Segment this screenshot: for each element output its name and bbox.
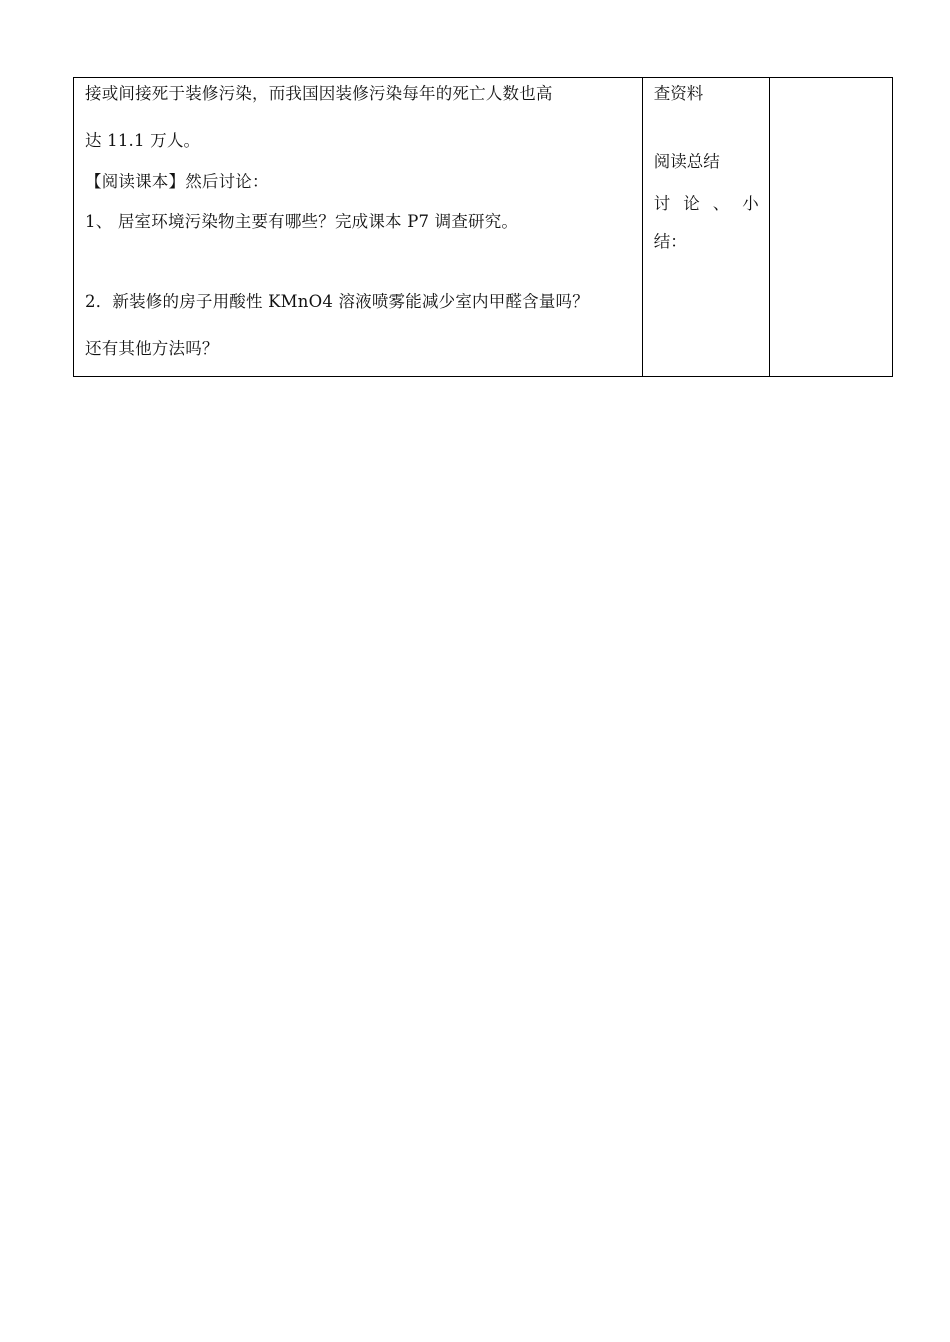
content-line-1: 接或间接死于装修污染，而我国因装修污染每年的死亡人数也高 [85, 84, 553, 103]
method-line-3-part: 小 [742, 194, 759, 213]
method-line-2: 阅读总结 [653, 152, 720, 171]
empty-cell [769, 78, 892, 377]
question-2-continued: 还有其他方法吗？ [85, 339, 219, 358]
method-cell [642, 78, 769, 377]
method-line-1: 查资料 [653, 84, 704, 103]
method-line-3-part: 讨 [653, 194, 671, 213]
question-2: 2．新装修的房子用酸性 KMnO4 溶液喷雾能减少室内甲醛含量吗？ [85, 292, 589, 311]
content-line-2: 达 11.1 万人。 [85, 131, 201, 150]
reading-prompt: 【阅读课本】然后讨论： [85, 172, 269, 191]
table-row [74, 78, 893, 377]
content-cell [74, 78, 643, 377]
method-line-4: 结： [653, 232, 687, 251]
lesson-table [73, 77, 893, 377]
method-line-3-part: 论 [683, 194, 700, 213]
method-line-3-part: 、 [712, 194, 730, 213]
question-1: 1、 居室环境污染物主要有哪些？完成课本 P7 调查研究。 [85, 212, 519, 231]
method-line-3 [654, 194, 759, 214]
